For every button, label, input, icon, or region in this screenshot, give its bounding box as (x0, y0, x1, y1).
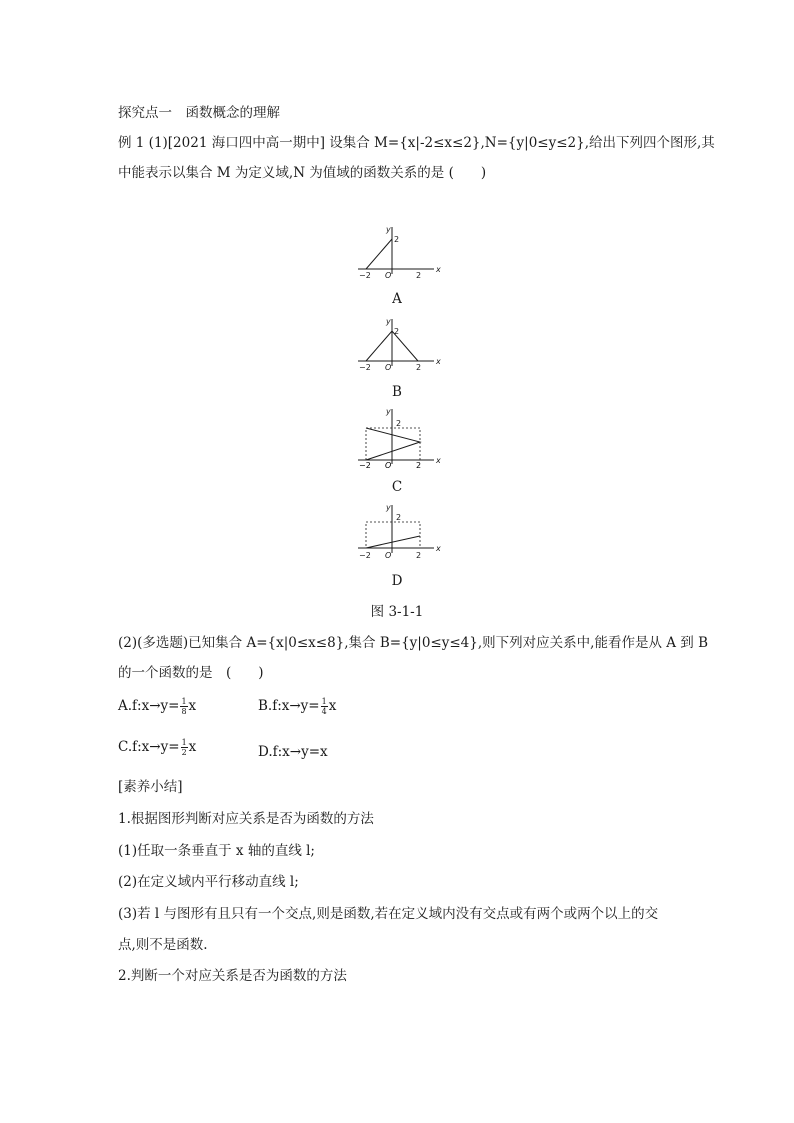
figure-d-graph (352, 500, 442, 560)
fraction-denominator: 8 (181, 707, 187, 716)
origin-label: O (385, 551, 392, 560)
range-box (366, 522, 420, 548)
y-tick-2: 2 (394, 235, 400, 244)
fraction-denominator: 2 (181, 748, 187, 757)
y-label: y (386, 407, 391, 416)
part2-line1: (2)(多选题)已知集合 A={x|0≤x≤8},集合 B={y|0≤y≤4},则下列对应关系中,能看作是从 A 到 B (118, 635, 708, 651)
figure-b-caption: B (392, 384, 402, 400)
x-tick-2: 2 (416, 551, 422, 560)
origin-label: O (385, 363, 392, 372)
option-c-suffix: x (188, 739, 197, 755)
summary-step3a: (3)若 l 与图形有且只有一个交点,则是函数,若在定义域内没有交点或有两个或两个以上的交 (118, 906, 659, 922)
figure-a-graph (352, 222, 442, 282)
option-b-suffix: x (328, 698, 337, 714)
option-b-prefix: B.f:x→y= (258, 698, 320, 714)
section-title: 探究点一 函数概念的理解 (118, 105, 280, 121)
figure-c-caption: C (391, 479, 403, 495)
x-label: x (436, 265, 441, 274)
y-label: y (386, 225, 391, 234)
option-c (118, 738, 196, 757)
figure-b-graph (352, 314, 442, 374)
option-a-fraction (180, 697, 187, 716)
origin-label: O (385, 461, 392, 470)
fraction-numerator: 1 (181, 738, 187, 747)
summary-step1: (1)任取一条垂直于 x 轴的直线 l; (118, 843, 315, 859)
x-label: x (436, 544, 441, 553)
figure-caption: 图 3-1-1 (370, 604, 424, 620)
figure-c-graph (352, 404, 442, 464)
figure-c-tick-labels (352, 459, 442, 471)
option-b-fraction (321, 697, 328, 716)
figure-a-caption: A (392, 291, 402, 307)
origin-label: O (385, 271, 392, 280)
option-c-fraction (181, 738, 188, 757)
summary-title: [素养小结] (118, 779, 183, 795)
summary-point2: 2.判断一个对应关系是否为函数的方法 (118, 968, 347, 984)
summary-point1: 1.根据图形判断对应关系是否为函数的方法 (118, 811, 374, 827)
figure-c (352, 404, 442, 464)
x-tick-neg2: −2 (359, 551, 371, 560)
option-b (258, 697, 336, 716)
x-tick-neg2: −2 (359, 271, 371, 280)
figure-a (352, 222, 442, 282)
figure-c-ticks (352, 456, 442, 468)
summary-step3b: 点,则不是函数. (118, 937, 208, 953)
example1-line2: 中能表示以集合 M 为定义域,N 为值域的函数关系的是 ( ) (118, 165, 487, 181)
y-tick-2: 2 (394, 327, 400, 336)
x-tick-2: 2 (416, 363, 422, 372)
x-label: x (436, 357, 441, 366)
summary-step2: (2)在定义域内平行移动直线 l; (118, 874, 299, 890)
option-c-prefix: C.f:x→y= (118, 739, 180, 755)
option-a-prefix: A.f:x→y= (118, 698, 180, 714)
x-tick-neg2: −2 (359, 363, 371, 372)
x-label: x (436, 456, 441, 465)
graph-segment (366, 536, 420, 548)
figure-d (352, 500, 442, 560)
x-tick-neg2: −2 (359, 461, 371, 470)
x-tick-2: 2 (416, 271, 422, 280)
example1-line1: 例 1 (1)[2021 海口四中高一期中] 设集合 M={x|-2≤x≤2},N={y|0≤y≤2},给出下列四个图形,其 (118, 135, 715, 151)
y-tick-2: 2 (396, 513, 402, 522)
y-label: y (386, 503, 391, 512)
option-d: D.f:x→y=x (258, 744, 328, 760)
fraction-numerator: 1 (321, 697, 327, 706)
y-tick-2: 2 (396, 419, 402, 428)
fraction-numerator: 1 (181, 697, 187, 706)
part2-line2: 的一个函数的是 ( ) (118, 665, 264, 681)
x-tick-2: 2 (416, 461, 422, 470)
figure-b (352, 314, 442, 374)
figure-d-caption: D (391, 573, 403, 589)
graph-segment (366, 239, 392, 269)
fraction-denominator: 4 (321, 707, 327, 716)
option-a-suffix: x (188, 698, 197, 714)
y-label: y (386, 317, 391, 326)
option-a (118, 697, 196, 716)
